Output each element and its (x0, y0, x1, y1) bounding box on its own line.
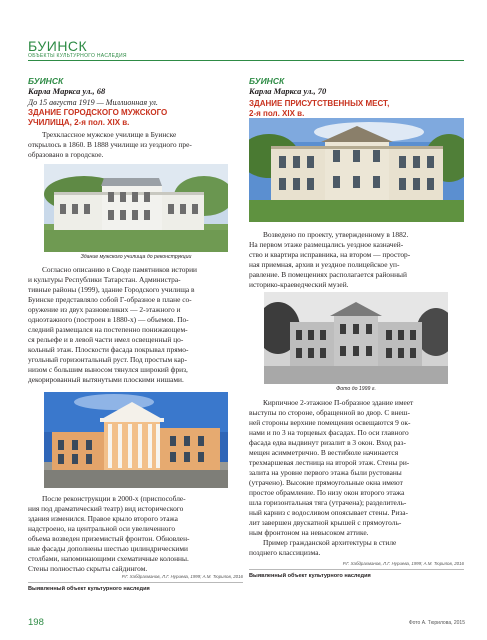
left-body-line: следний размещался на постепенно понижающем- (28, 325, 188, 334)
page-number: 198 (28, 617, 44, 628)
left-name-line-2: УЧИЛИЩА, 2-я пол. XIX в. (28, 118, 130, 127)
left-name-line-1: ЗДАНИЕ ГОРОДСКОГО МУЖСКОГО (28, 108, 168, 117)
right-body2-line: трехмаршевая лестница на второй этаж. Стены ри- (249, 458, 410, 467)
left-intro (28, 130, 243, 160)
left-credit: Р.Г. Хабдрахманов, Л.Г. Нуриева, 1999; А.М. Тюрилов, 2016 (121, 574, 243, 579)
right-place: БУИНСК (249, 76, 285, 86)
left-body2-line: ния под драматический театр) вид исторического (28, 504, 184, 513)
left-heritage-status: Выявленный объект культурного наследия (28, 586, 150, 592)
right-body2-line: шла горизонтальная тяга (утрачена); разделитель- (249, 498, 407, 507)
left-body2-line: После реконструкции в 2000-х (приспособле- (42, 494, 186, 503)
left-entry-header (28, 76, 243, 128)
right-body2-line: простое обрамление. По низу окон второго этажа (249, 488, 405, 497)
left-body-line: кольный этаж. Плоскости фасада покрывал прямо- (28, 345, 189, 354)
left-body2-line: объема возведен приземистый фронтон. Обновлен- (28, 534, 190, 543)
left-body-line: Согласно описанию в Своде памятников истории (42, 265, 198, 274)
right-body2-line: Кирпичное 2-этажное П-образное здание имеет (263, 398, 414, 407)
left-body-line: низом с большим выносом тянулся широкий фриз, (28, 365, 188, 374)
page-title: БУИНСК (28, 38, 88, 54)
right-body-line: На первом этаже размещались уездное казначей- (249, 240, 404, 249)
left-intro-line: открылось в 1860. В 1888 училище из уездного пре- (28, 140, 192, 149)
left-intro-line: образовано в городское. (28, 150, 104, 159)
left-body-line: одноэтажного (построен в 1880-х) — объемов. По- (28, 315, 189, 324)
right-body2-line: ный карниз с водосливом опоясывает стены. Риза- (249, 508, 408, 517)
left-date: До 15 августа 1919 — Миллионная ул. (28, 98, 158, 107)
left-intro-line: Трехклассное мужское училище в Буинске (42, 130, 177, 139)
right-name-line-1: ЗДАНИЕ ПРИСУТСТВЕННЫХ МЕСТ, (249, 99, 390, 108)
left-body-line: угольный горизонтальный руст. Под простым кар- (28, 355, 187, 364)
photo-theatre (44, 392, 228, 488)
right-address: Карла Маркса ул., 70 (249, 86, 327, 96)
right-body-line: Возведено по проекту, утвержденному в 1882. (263, 230, 409, 239)
right-body2-line: ней стороны верхние помещения освещаются 9 ок- (249, 418, 411, 427)
left-place: БУИНСК (28, 76, 64, 86)
left-footer-rule (28, 582, 243, 583)
left-body-line: декорированный вытянутыми плоскими нишами. (28, 375, 184, 384)
right-body (249, 230, 464, 290)
right-body-line: ство и квартира исправника, на втором — простор- (249, 250, 411, 259)
left-body-line: и культуры Республики Татарстан. Администра- (28, 275, 181, 284)
title-rule (28, 60, 464, 61)
right-body2-line: позднего классицизма. (249, 548, 321, 557)
caption-before-1999: Фото до 1999 г. (336, 386, 376, 392)
right-body2-line: лит завершен двускатной крышей с прямоуголь- (249, 518, 402, 527)
right-body-line: ная приемная, архив и уездное полицейское уп- (249, 260, 400, 269)
right-body2-line: Пример гражданской архитектуры в стиле (263, 538, 397, 547)
right-entry-header (249, 76, 464, 119)
right-name-line-2: 2-я пол. XIX в. (249, 109, 305, 118)
right-body2-line: залита на уровне первого этажа были рустованы (249, 468, 402, 477)
left-body2-line: ные фасады дополнены шестью цилиндрическими (28, 544, 189, 553)
page-subtitle: ОБЪЕКТЫ КУЛЬТУРНОГО НАСЛЕДИЯ (28, 53, 127, 59)
caption-old-school: Здание мужского училища до реконструкции (80, 254, 192, 260)
left-body2-line: столбами, напоминающими схематичные колонны. (28, 554, 189, 563)
photo-government-building (249, 118, 464, 222)
photo-old-school (44, 164, 228, 252)
right-footer-rule (249, 569, 464, 570)
left-body2-line: здания изменился. Правое крыло второго этажа (28, 514, 178, 523)
left-body-2 (28, 494, 243, 574)
right-heritage-status: Выявленный объект культурного наследия (249, 573, 371, 579)
right-credit: Р.Г. Хабдрахманов, Л.Г. Нуриева, 1999; А.М. Тюрилов, 2016 (342, 561, 464, 566)
left-body (28, 265, 243, 385)
right-body-line: равление. В помещениях располагается районный (249, 270, 407, 279)
right-body2-line: выступы по стороне, обращенной во двор. С внеш- (249, 408, 410, 417)
right-body2-line: нами и по 3 на торцевых фасадах. По оси главного (249, 428, 409, 437)
left-body2-line: надстроено, на центральной оси увеличенного (28, 524, 176, 533)
right-body2-line: мещен асимметрично. В вестибюле начинается (249, 448, 399, 457)
left-body-line: оружение из двух разновеликих — 2-этажного и (28, 305, 181, 314)
left-body-line: Буинске представляло собой Г-образное в плане со- (28, 295, 192, 304)
right-body2-line: ным фронтоном на невысоком аттике. (249, 528, 369, 537)
left-address: Карла Маркса ул., 68 (28, 86, 106, 96)
left-body2-line: Стены полностью скрыты сайдингом. (28, 564, 148, 573)
left-body-line: ся рельефе и в левой части имел освещенный цо- (28, 335, 184, 344)
right-body-line: историко-краеведческий музей. (249, 280, 349, 289)
photo-credit: Фото А. Тюрилова, 2015 (408, 620, 465, 626)
photo-before-1999 (264, 292, 448, 384)
right-body-2 (249, 398, 464, 558)
left-body-line: тивные районы (1999), здание Городского училища в (28, 285, 195, 294)
right-body2-line: (утрачено). Высокие прямоугольные окна имеют (249, 478, 403, 487)
right-body2-line: фасада едва выдвинут ризалит в 3 окон. Вход раз- (249, 438, 406, 447)
